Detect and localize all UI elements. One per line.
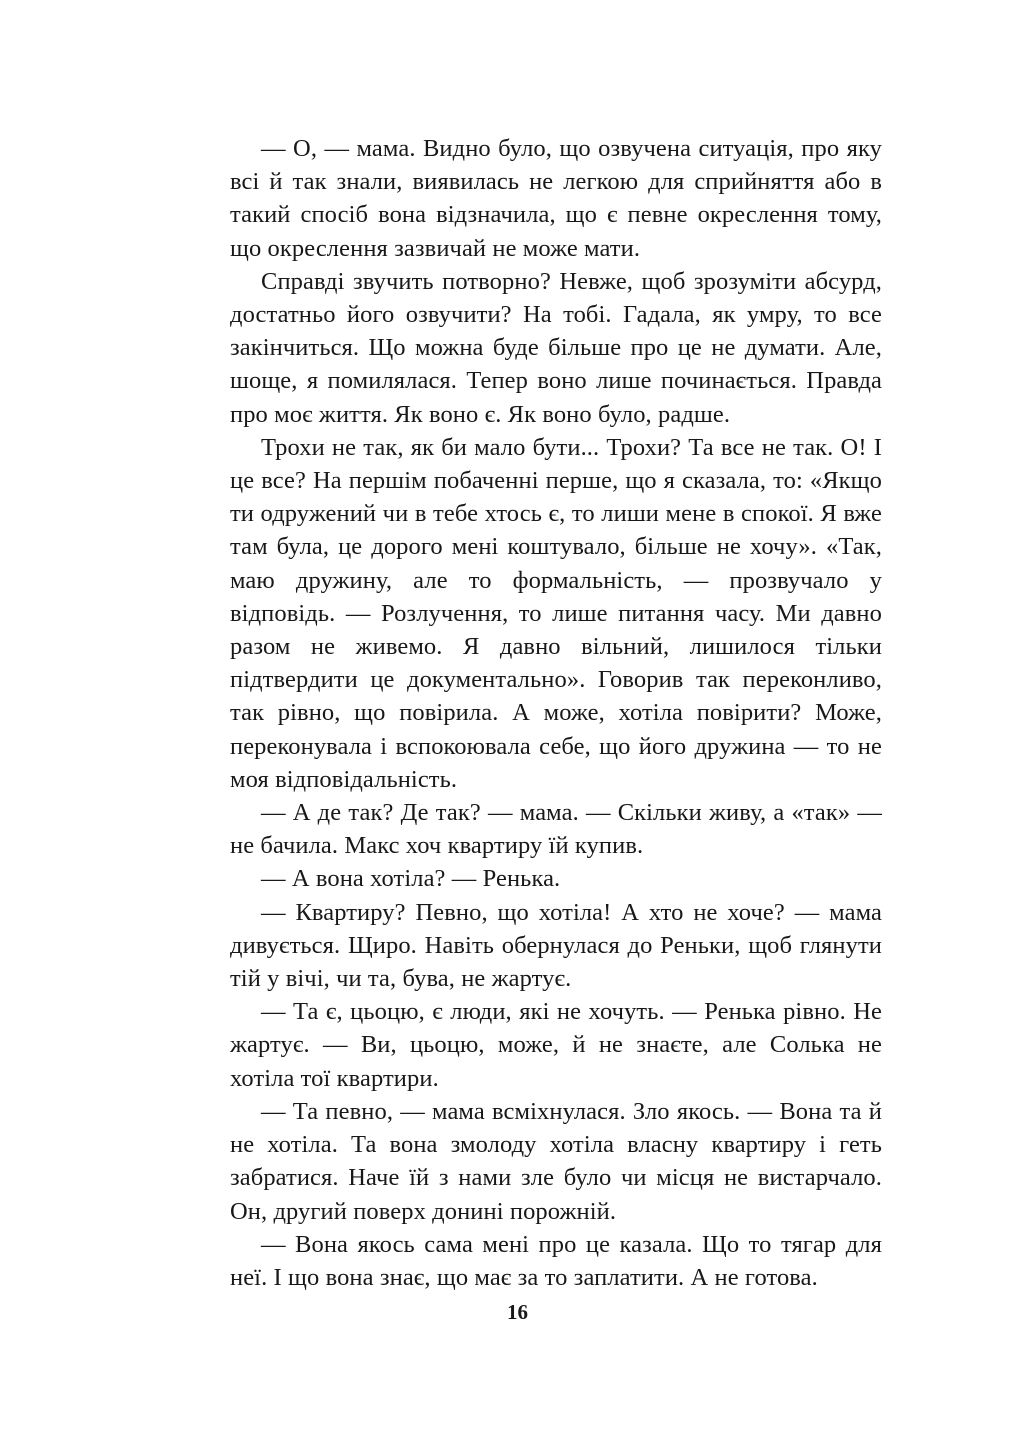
paragraph: — Та є, цьоцю, є люди, які не хочуть. — Ренька рівно. Не жартує. — Ви, цьоцю, може, й не знаєте, але Солька не хотіла тої квартири. [230, 998, 882, 1092]
paragraph: — Вона якось сама мені про це казала. Що то тягар для неї. І що вона знає, що має за то заплатити. А не готова. [230, 1230, 882, 1291]
paragraph: Справді звучить потворно? Невже, щоб зрозуміти абсурд, достатньо його озвучити? На тобі. Гадала, як умру, то все закінчиться. Що можна буде більше про це не думати. Але, шоще, я помилялася. Тепер воно лише починається. Правда про моє життя. Як воно є. Як воно було, радше. [230, 267, 882, 428]
paragraph: — А вона хотіла? — Ренька. [261, 865, 561, 893]
paragraph: Трохи не так, як би мало бути... Трохи? Та все не так. О! І це все? На першім побаченні перше, що я сказала, то: «Якщо ти одружений чи в тебе хтось є, то лиши мене в спокої. Я вже там була, це дорого мені коштувало, більше не хочу». «Так, маю дружину, але то формальність, — прозвучало у відповідь. — Розлучення, то лише питання часу. Ми давно разом не живемо. Я давно вільний, лишилося тільки підтвердити це документально». Говорив так переконливо, так рівно, що повірила. А може, хотіла повірити? Може, переконувала і вспокоювала себе, що його дружина — то не моя відповідальність. [230, 433, 882, 793]
paragraph: — А де так? Де так? — мама. — Скільки живу, а «так» — не бачила. Макс хоч квартиру їй купив. [230, 799, 882, 860]
paragraph: — Та певно, — мама всміхнулася. Зло якось. — Вона та й не хотіла. Та вона змолоду хотіла власну квартиру і геть забратися. Наче їй з нами зле було чи місця не вистарчало. Он, другий поверх донині порожній. [230, 1097, 882, 1225]
paragraph: — Квартиру? Певно, що хотіла! А хто не хоче? — мама дивується. Щиро. Навіть обернулася до Реньки, щоб глянути тій у вічі, чи та, бува, не жартує. [230, 898, 882, 993]
page-number: 16 [507, 1300, 528, 1324]
body-text-block [230, 132, 882, 1294]
paragraph: — О, — мама. Видно було, що озвучена ситуація, про яку всі й так знали, виявилась не легкою для сприйняття або в такий спосіб вона відзначила, що є певне окреслення тому, що окреслення зазвичай не може мати. [230, 135, 882, 262]
